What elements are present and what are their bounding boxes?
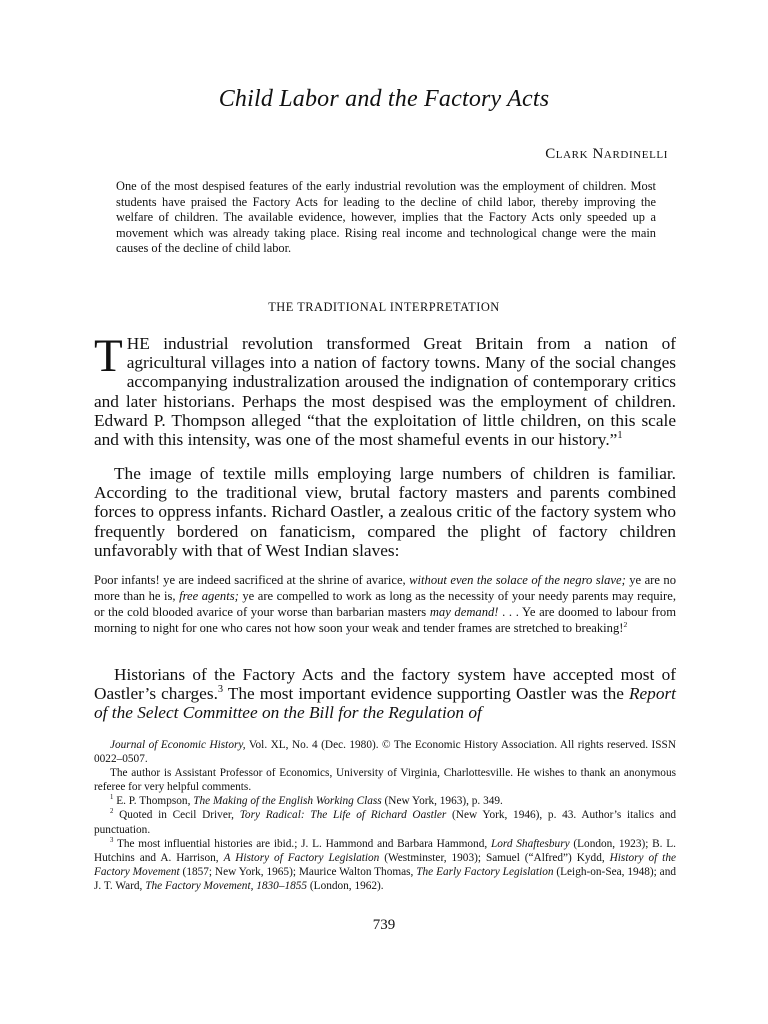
footnote-text: (London, 1923); B. L. Hutchins and A. Harrison, (94, 837, 677, 864)
book-title: The Early Factory Legislation (416, 865, 554, 878)
footnote-1 (94, 794, 676, 808)
footnote-text: (1857; New York, 1965); Maurice Walton Thomas, (179, 865, 417, 878)
footnote-text: (Leigh-on-Sea, 1948); and J. T. Ward, (94, 865, 676, 892)
quote-emphasis: without even the solace of the negro slave; (409, 573, 626, 587)
footnote-ref-3: 3 (217, 684, 224, 696)
footnote-text: Quoted in Cecil Driver, (113, 809, 240, 822)
book-title: The Making of the English Working Class (193, 795, 382, 808)
quote-text: Poor infants! ye are indeed sacrificed at the shrine of avarice, (94, 573, 410, 587)
footnotes (94, 738, 676, 893)
footnote-ref-2: 2 (623, 619, 628, 629)
book-title: A History of Factory Legislation (223, 851, 380, 864)
paragraph-3-text: Historians of the Factory Acts and the factory system have accepted most of Oastler’s charges. (94, 665, 676, 704)
paragraph-2: The image of textile mills employing large numbers of children is familiar. According to the traditional view, brutal factory masters and parents combined forces to oppress infants. Richard Oastler, a zealous critic of the factory system who frequently bordered on fanaticism, compared the plight of factory children unfavorably with that of West Indian slaves: (94, 464, 676, 560)
article-title: Child Labor and the Factory Acts (218, 86, 550, 112)
author-note: The author is Assistant Professor of Economics, University of Virginia, Charlottesville. He wishes to thank an anonymous referee for very helpful comments. (94, 767, 676, 794)
journal-citation (94, 738, 676, 766)
section-heading: THE TRADITIONAL INTERPRETATION (268, 300, 500, 314)
paragraph-3 (94, 665, 676, 723)
block-quote (94, 572, 676, 636)
footnote-number: 2 (110, 808, 114, 816)
footnote-3 (94, 837, 676, 893)
footnote-text: E. P. Thompson, (113, 795, 194, 808)
paragraph-1-text: HE industrial revolution transformed Great Britain from a nation of agricultural villages into a nation of factory towns. Many of the social changes accompanying industralization aroused the indignation of contemporary critics and later historians. Perhaps the most despised was the employment of children. Edward P. Thompson alleged “that the exploitation of little children, on this scale and with this intensity, was one of the most shameful events in our history.” (94, 334, 676, 450)
abstract: One of the most despised features of the early industrial revolution was the employment of children. Most students have praised the Factory Acts for leading to the decline of child labor, thereby improving the welfare of children. The available evidence, however, implies that the Factory Acts only speeded up a movement which was already taking place. Rising real income and technological change were the main causes of the decline of child labor. (116, 179, 656, 256)
quote-emphasis: free agents; (179, 589, 239, 603)
footnote-text: (Westminster, 1903); Samuel (“Alfred”) Kydd, (379, 851, 610, 864)
footnote-text: (New York, 1946), p. 43. Author’s italics and punctuation. (94, 809, 676, 836)
quote-text: ye are no more than he is, (94, 573, 676, 603)
footnote-ref-1: 1 (617, 430, 623, 442)
page-number: 739 (372, 917, 396, 933)
journal-name: Journal of Economic History, (110, 739, 246, 751)
drop-cap: T (94, 330, 123, 382)
book-title: History of the Factory Movement (94, 851, 676, 878)
footnote-number: 1 (110, 794, 114, 802)
footnote-number: 3 (110, 836, 114, 844)
quote-emphasis: may demand! (429, 605, 499, 619)
author-name: Clark Nardinelli (545, 146, 668, 162)
book-title: Lord Shaftesbury (490, 837, 570, 850)
footnote-text: The most influential histories are ibid.; J. L. Hammond and Barbara Hammond, (113, 837, 491, 850)
footnote-text: (New York, 1963), p. 349. (381, 795, 503, 808)
quote-text: . . . Ye are doomed to labour from morning to night for one who cares not how soon your weak and tender frames are stretched to breaking! (94, 605, 676, 635)
footnote-text: (London, 1962). (307, 879, 384, 892)
book-title: Tory Radical: The Life of Richard Oastler (239, 809, 447, 822)
report-title: Report of the Select Committee on the Bill for the Regulation of (94, 684, 676, 723)
journal-details: Vol. XL, No. 4 (Dec. 1980). © The Economic History Association. All rights reserved. ISSN 0022–0507. (94, 739, 676, 766)
paragraph-1 (94, 330, 676, 450)
quote-text: ye are compelled to work as long as the necessity of your needy parents may require, or the cold blooded avarice of your worse than barbarian masters (94, 589, 676, 619)
book-title: The Factory Movement, 1830–1855 (145, 879, 308, 892)
paragraph-3-text: The most important evidence supporting Oastler was the (223, 684, 629, 704)
footnote-2 (94, 808, 676, 836)
